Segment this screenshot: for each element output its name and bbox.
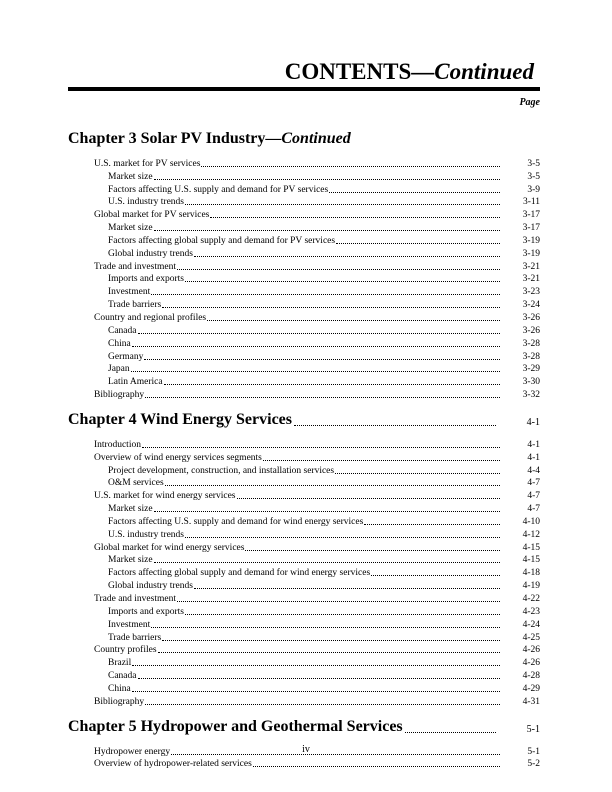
toc-entry-page: 3-19 [522,235,540,246]
toc-entry-page: 3-26 [522,325,540,336]
toc-entry-title: Global market for PV services [94,210,210,221]
toc-entry[interactable] [68,170,540,183]
dot-leader [132,346,500,347]
toc-entry-page: 4-26 [522,658,540,669]
toc-entry-page: 3-5 [527,171,540,182]
chapter-heading[interactable] [68,120,540,149]
toc-entry[interactable] [68,350,540,363]
table-of-contents [68,120,540,770]
dot-leader [185,614,500,615]
spacer [68,149,540,157]
toc-entry[interactable] [68,208,540,221]
toc-entry[interactable] [68,273,540,286]
toc-entry-title: Market size [108,555,153,566]
toc-entry[interactable] [68,260,540,273]
dot-leader [154,511,500,512]
toc-entry-page: 4-1 [527,452,540,463]
dot-leader [237,498,501,499]
dot-leader [405,732,496,733]
dot-leader [371,575,500,576]
toc-entry[interactable] [68,196,540,209]
toc-entry-page: 4-31 [522,696,540,707]
toc-entry-title: U.S. industry trends [108,197,184,208]
toc-entry-page: 4-7 [527,504,540,515]
page-title: CONTENTS—Continued [284,59,534,84]
dot-leader [364,524,500,525]
toc-entry-page: 3-24 [522,300,540,311]
chapter-title: Chapter 3 Solar PV Industry—Continued [68,130,351,147]
dot-leader [151,294,500,295]
toc-entry-title: Overview of hydropower-related services [94,759,252,770]
toc-entry-page: 4-18 [522,568,540,579]
toc-entry-page: 4-7 [527,491,540,502]
dot-leader [294,425,496,426]
dot-leader [207,320,500,321]
toc-entry[interactable] [68,388,540,401]
toc-entry-page: 4-19 [522,581,540,592]
chapter-heading[interactable] [68,401,540,430]
toc-entry-title: Project development, construction, and installation services [108,465,335,476]
toc-entry-title: Investment [108,619,151,630]
toc-entry-page: 3-23 [522,287,540,298]
toc-entry[interactable] [68,515,540,528]
toc-entry-page: 4-7 [527,478,540,489]
toc-entry[interactable] [68,477,540,490]
toc-entry-title: Market size [108,223,153,234]
toc-entry[interactable] [68,644,540,657]
toc-entry[interactable] [68,285,540,298]
toc-entry-title: Canada [108,325,137,336]
toc-entry-title: Trade barriers [108,632,162,643]
toc-entry[interactable] [68,592,540,605]
toc-entry[interactable] [68,605,540,618]
toc-entry-page: 4-15 [522,555,540,566]
dot-leader [329,192,500,193]
toc-entry-title: Trade and investment [94,594,176,604]
toc-entry[interactable] [68,579,540,592]
toc-entry[interactable] [68,337,540,350]
toc-entry[interactable] [68,157,540,170]
toc-entry-page: 5-1 [527,746,540,757]
toc-entry[interactable] [68,541,540,554]
page-number: iv [302,744,310,755]
toc-entry-page: 3-17 [522,210,540,221]
toc-entry-page: 3-21 [522,261,540,272]
toc-entry-title: Global industry trends [108,248,193,259]
toc-entry-title: U.S. market for PV services [94,158,201,169]
dot-leader [201,166,500,167]
dot-leader [177,601,500,602]
toc-entry-title: U.S. market for wind energy services [94,491,236,502]
dot-leader [154,230,500,231]
toc-entry[interactable] [68,183,540,196]
title-rule [68,87,540,91]
toc-entry-page: 4-25 [522,632,540,643]
dot-leader [131,371,500,372]
toc-entry-title: Imports and exports [108,274,184,285]
dot-leader [263,460,500,461]
toc-entry[interactable] [68,528,540,541]
toc-entry-title: Trade barriers [108,300,162,311]
toc-entry-page: 3-26 [522,312,540,323]
toc-entry-title: Market size [108,171,153,182]
toc-entry-page: 3-19 [522,248,540,259]
toc-entry[interactable] [68,682,540,695]
toc-entry[interactable] [68,489,540,502]
dot-leader [145,704,500,705]
dot-leader [138,678,501,679]
toc-entry[interactable] [68,438,540,451]
toc-entry-title: Global industry trends [108,581,193,592]
page-column-label: Page [519,97,540,108]
dot-leader [151,627,500,628]
toc-entry-title: Germany [108,351,144,362]
dot-leader [185,204,500,205]
toc-entry-page: 4-29 [522,683,540,694]
toc-entry-title: Investment [108,287,151,298]
toc-entry-page: 4-26 [522,645,540,656]
dot-leader [145,397,500,398]
toc-entry-page: 3-32 [522,390,540,401]
dot-leader [253,766,500,767]
toc-entry-page: 3-5 [527,158,540,169]
toc-entry-page: 3-17 [522,223,540,234]
dot-leader [138,333,501,334]
chapter-title: Chapter 5 Hydropower and Geothermal Services [68,717,403,735]
toc-entry[interactable] [68,618,540,631]
toc-entry-page: 4-4 [527,465,540,476]
toc-entry-title: O&M services [108,478,164,489]
toc-entry-page: 4-12 [522,529,540,540]
toc-entry-title: Brazil [108,658,132,669]
toc-entry-page: 3-9 [527,184,540,195]
toc-entry-title: Factors affecting U.S. supply and demand for PV services [108,184,329,195]
dot-leader [336,243,500,244]
toc-entry-title: Global market for wind energy services [94,542,245,553]
toc-entry[interactable] [68,656,540,669]
dot-leader [142,447,500,448]
toc-entry-title: Factors affecting global supply and demand for PV services [108,235,336,246]
toc-entry-title: Market size [108,504,153,515]
dot-leader [154,179,500,180]
toc-entry-title: Latin America [108,377,163,388]
toc-entry[interactable] [68,758,540,771]
toc-entry-title: Country and regional profiles [94,312,207,323]
toc-entry-title: U.S. industry trends [108,529,184,540]
toc-entry-page: 3-28 [522,338,540,349]
dot-leader [177,269,500,270]
toc-entry-page: 4-22 [522,594,540,604]
toc-entry[interactable] [68,234,540,247]
toc-entry[interactable] [68,298,540,311]
toc-entry-page: 4-24 [522,619,540,630]
toc-entry-page: 3-28 [522,351,540,362]
toc-entry[interactable] [68,363,540,376]
toc-entry-title: Imports and exports [108,606,184,617]
dot-leader [210,217,500,218]
toc-entry-page: 3-11 [522,197,540,208]
toc-entry[interactable] [68,695,540,708]
toc-entry-page: 4-15 [522,542,540,553]
toc-entry-title: Factors affecting U.S. supply and demand for wind energy services [108,516,364,527]
dot-leader [185,281,500,282]
dot-leader [164,384,500,385]
toc-entry-title: China [108,338,131,349]
toc-entry-page: 3-21 [522,274,540,285]
toc-entry[interactable] [68,554,540,567]
dot-leader [158,652,500,653]
toc-entry-page: 3-30 [522,377,540,388]
toc-entry-title: Trade and investment [94,261,176,272]
toc-entry[interactable] [68,464,540,477]
toc-entry[interactable] [68,311,540,324]
toc-entry-page: 4-10 [522,516,540,527]
toc-entry[interactable] [68,669,540,682]
dot-leader [185,537,500,538]
spacer [68,430,540,438]
toc-entry-title: Bibliography [94,696,145,707]
toc-entry-page: 4-23 [522,606,540,617]
toc-entry[interactable] [68,631,540,644]
toc-entry-title: Overview of wind energy services segments [94,452,262,463]
toc-entry[interactable] [68,502,540,515]
toc-entry-page: 4-1 [527,439,540,450]
toc-entry[interactable] [68,566,540,579]
dot-leader [165,485,500,486]
toc-entry[interactable] [68,247,540,260]
toc-entry[interactable] [68,451,540,464]
toc-entry-title: Hydropower energy [94,746,171,757]
toc-entry-page: 3-29 [522,364,540,375]
toc-entry[interactable] [68,221,540,234]
dot-leader [162,640,500,641]
dot-leader [194,256,500,257]
dot-leader [194,588,500,589]
dot-leader [335,473,500,474]
chapter-title: Chapter 4 Wind Energy Services [68,411,293,429]
dot-leader [132,691,500,692]
toc-entry-page: 5-2 [527,759,540,770]
toc-entry-title: Introduction [94,439,141,450]
toc-entry-title: Japan [108,364,130,375]
chapter-heading[interactable] [68,708,540,737]
dot-leader [245,550,500,551]
chapter-page-number: 4-1 [526,417,540,429]
chapter-page-number: 5-1 [526,723,540,735]
toc-entry-title: Canada [108,671,137,682]
toc-entry-title: China [108,683,131,694]
toc-entry-page: 4-28 [522,671,540,682]
dot-leader [154,562,500,563]
dot-leader [162,307,500,308]
toc-entry-title: Country profiles [94,645,157,656]
dot-leader [132,665,500,666]
toc-entry[interactable] [68,324,540,337]
toc-entry-title: Bibliography [94,390,145,401]
toc-entry-title: Factors affecting global supply and demand for wind energy services [108,568,371,579]
toc-entry[interactable] [68,375,540,388]
dot-leader [144,359,500,360]
